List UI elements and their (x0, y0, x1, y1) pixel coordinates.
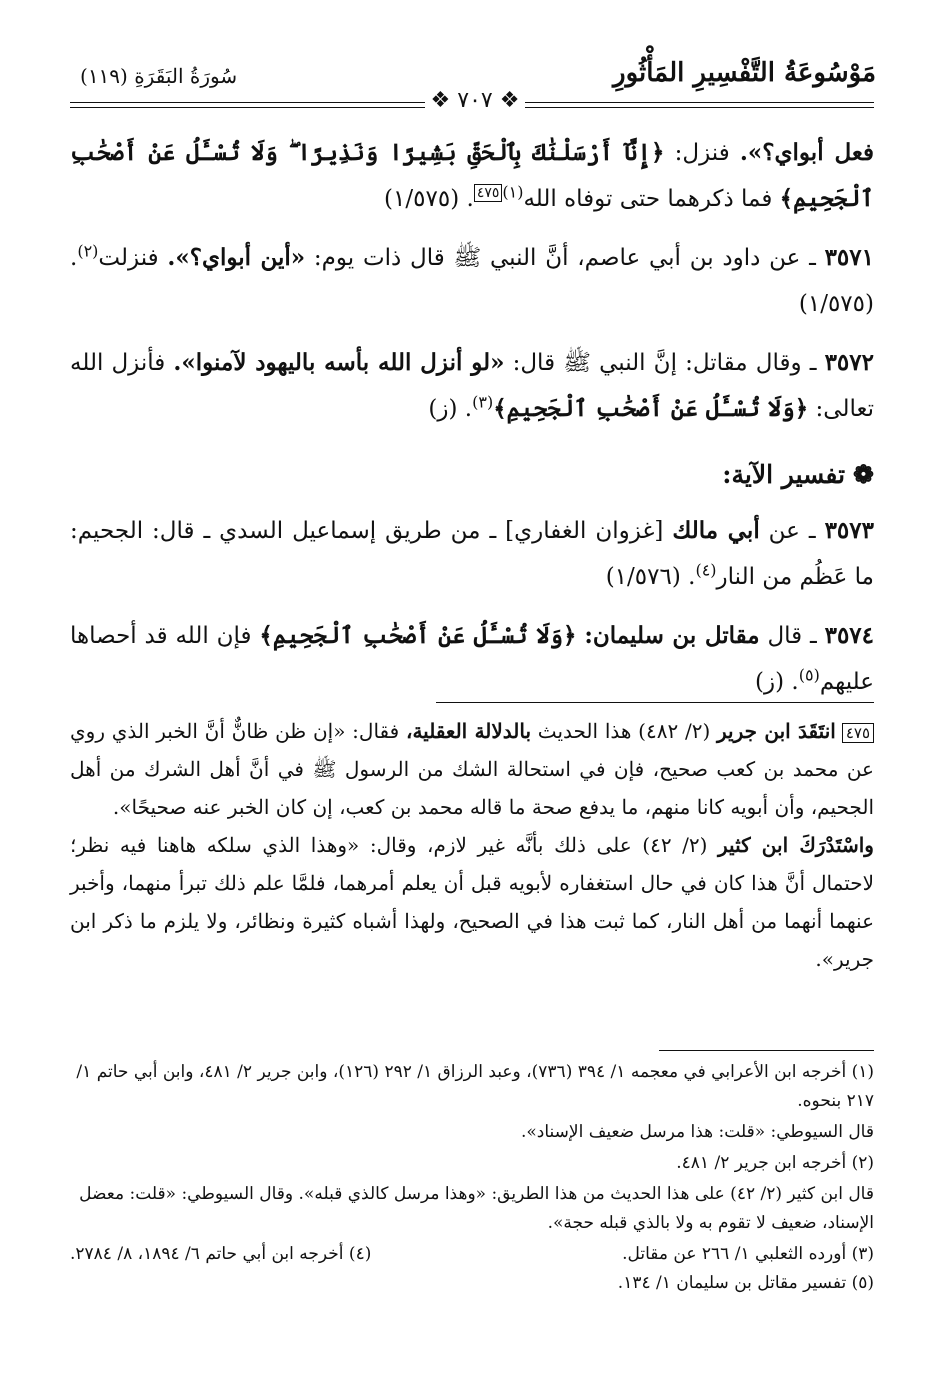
footnote-4: (٤) أخرجه ابن أبي حاتم ٦/ ١٨٩٤، ٨/ ٢٧٨٤. (70, 1244, 372, 1264)
p2-text-a: ـ عن داود بن أبي عاصم، أنَّ النبي ﷺ قال ذات يوم: (305, 245, 825, 271)
p2-text-b: فنزلت (98, 245, 168, 271)
page-number-text: ٧٠٧ (457, 88, 493, 113)
c1-text-a: (٢/ ٤٨٢) هذا الحديث (531, 719, 717, 743)
c1-text-b: فقال: «إن ظن ظانٌّ أنَّ الخبر الذي روي عن محمد بن كعب صحيح، فإن في استحالة الشك من الرسول ﷺ في أنَّ أهل الشرك من أهل الجحيم، وأن أبويه كانا منهم، ما يدفع صحة ما قاله محمد بن كعب، إن كان الخبر عنه صحيحًا». (70, 719, 874, 819)
hadith-number: ٣٥٧١ (824, 244, 874, 271)
p3-quote: «لو أنزل الله بأسه باليهود لآمنوا». (173, 349, 505, 376)
paragraph-3573 (70, 508, 874, 600)
commentary-number-box: ٤٧٥ (842, 723, 874, 743)
p4-text-c: . (١/٥٧٦) (605, 564, 696, 590)
commentary-block (70, 712, 874, 978)
surah-label: سُورَةُ البَقَرَةِ (١١٩) (80, 64, 238, 88)
c1-bold: انتَقَدَ ابن جرير (717, 719, 836, 743)
c1-bold2: بالدلالة العقلية، (405, 719, 532, 743)
p1-lead: فعل أبواي؟». (739, 139, 874, 166)
p2-quote: «أين أبواي؟». (167, 244, 306, 271)
c2-text-a: (٢/ ٤٢) على ذلك بأنَّه غير لازم، وقال: «وهذا الذي سلكه هاهنا فيه نظر؛ لاحتمال أنَّ هذا كان في حال استغفاره لأبويه قبل أن يعلم أمرهما، فلمَّا علم ذلك تبرأ منهما، وأخبر عنهما أنهما من أهل النار، كما ثبت هذا في الصحيح، ولهذا أشباه كثيرة ونظائر، ولا يلزم ما ذكر ابن جرير». (70, 833, 874, 971)
paragraph-3572 (70, 340, 874, 432)
p4-name: أبي مالك (672, 517, 760, 544)
p5-text-d: . (ز) (755, 669, 799, 695)
footnotes (70, 1058, 874, 1300)
section-heading (70, 452, 874, 498)
p4-text-b: [غزوان الغفاري] ـ من طريق إسماعيل السدي ـ قال: الجحيم: ما عَظُم من النار (70, 518, 874, 590)
paragraph-1 (70, 130, 874, 222)
commentary-ibn-jarir (70, 712, 874, 826)
p4-footnote-ref: (٤) (695, 560, 717, 580)
p4-text-a: ـ عن (759, 518, 825, 544)
p2-text-c: . (١/٥٧٥) (70, 245, 874, 317)
p3-text-a: ـ وقال مقاتل: إنَّ النبي ﷺ قال: (504, 350, 825, 376)
hadith-number: ٣٥٧٢ (824, 349, 874, 376)
footnote-2: (٢) أخرجه ابن جرير ٢/ ٤٨١. (676, 1153, 874, 1173)
paragraph-3571 (70, 235, 874, 327)
p5-footnote-ref: (٥) (798, 665, 820, 685)
p3-verse: ﴿وَلَا تُسْـَٔلُ عَنْ أَصْحَٰبِ ٱلْجَحِيمِ﴾ (493, 395, 809, 422)
paragraph-3574 (70, 613, 874, 705)
footnote-1: (١) أخرجه ابن الأعرابي في معجمه ١/ ٣٩٤ (٧٣٦)، وعبد الرزاق ١/ ٢٩٢ (١٢٦)، وابن جرير ٢/ ٤٨١، وابن أبي حاتم ١/ ٢١٧ بنحوه. (76, 1062, 874, 1111)
commentary-divider (436, 702, 874, 703)
book-title: مَوْسُوعَةُ التَّفْسِيرِ المَأْثُورِ (613, 58, 876, 88)
c2-bold: واسْتَدْرَكَ ابن كثير (718, 833, 874, 857)
footnotes-divider (659, 1050, 874, 1051)
footnote-2-note: قال ابن كثير (٢/ ٤٢) على هذا الحديث من هذا الطريق: «وهذا مرسل كالذي قبله». وقال السيوطي: «قلت: معضل الإسناد، ضعيف لا تقوم به ولا بالذي قبله حجة». (79, 1184, 874, 1233)
p3-text-b: فأنزل الله تعالى: (70, 350, 874, 422)
p1-commentary-box: ٤٧٥ (474, 184, 503, 202)
footnote-1-note: قال السيوطي: «قلت: هذا مرسل ضعيف الإسناد». (521, 1122, 874, 1142)
section-title: تفسير الآية: (722, 460, 846, 489)
footnote-5: (٥) تفسير مقاتل بن سليمان ١/ ١٣٤. (617, 1273, 874, 1293)
p1-text-a: فنزل: (664, 140, 740, 166)
p3-footnote-ref: (٣) (472, 392, 494, 412)
p1-text-c: . (١/٥٧٥) (384, 186, 474, 212)
hadith-number: ٣٥٧٤ (824, 622, 875, 649)
p1-verse: ﴿إِنَّآ أَرْسَلْنَٰكَ بِٱلْحَقِّ بَشِيرًا وَنَذِيرًا ۖ وَلَا تُسْـَٔلُ عَنْ أَصْحَٰبِ ٱلْجَحِيمِ﴾ (70, 139, 874, 212)
p5-verse: ﴿وَلَا تُسْـَٔلُ عَنْ أَصْحَٰبِ ٱلْجَحِيمِ﴾ (259, 622, 577, 649)
main-text (70, 130, 874, 718)
page-number: ❖ ٧٠٧ ❖ (425, 88, 525, 113)
p1-text-b: فما ذكرهما حتى توفاه الله (523, 186, 780, 212)
p1-footnote-ref: (١) (502, 182, 524, 202)
p3-text-c: . (ز) (428, 396, 473, 422)
p2-footnote-ref: (٢) (77, 241, 99, 261)
flower-icon: ❁ (853, 460, 874, 489)
footnote-3: (٣) أورده الثعلبي ١/ ٢٦٦ عن مقاتل. (622, 1244, 874, 1264)
footnote-row-3-4 (70, 1240, 874, 1269)
p5-text-c: فإن الله قد أحصاها عليهم (70, 623, 874, 695)
p5-text-a: ـ قال (759, 623, 825, 649)
p5-name: مقاتل بن سليمان: (584, 622, 760, 649)
hadith-number: ٣٥٧٣ (824, 517, 874, 544)
commentary-ibn-kathir (70, 826, 874, 978)
